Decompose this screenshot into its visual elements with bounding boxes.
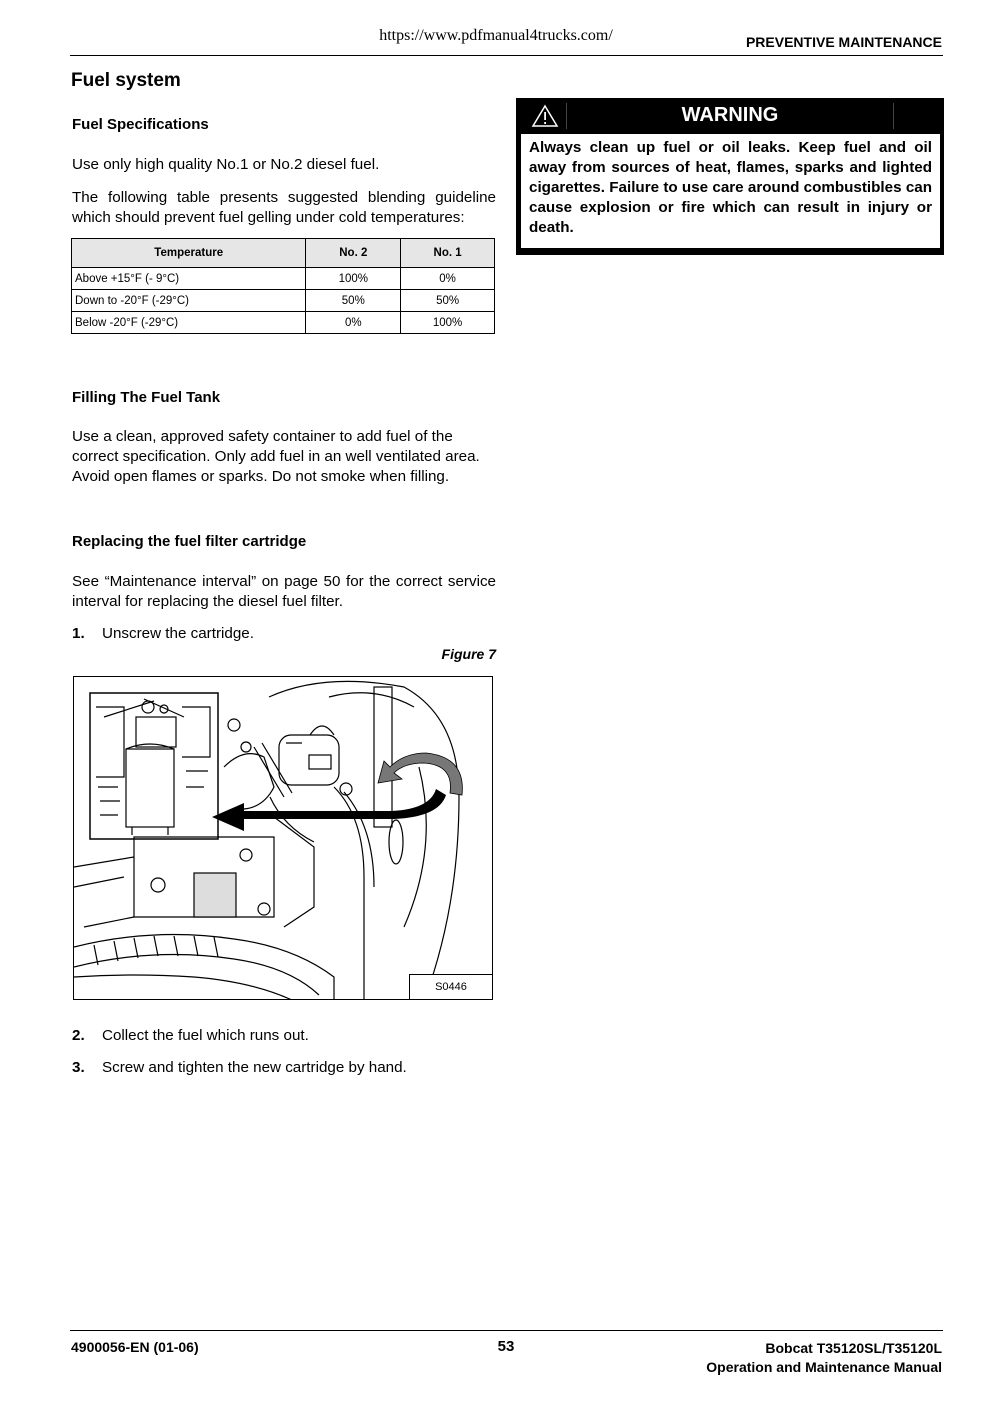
column-header: Temperature [72,239,306,268]
footer-title [706,1339,942,1377]
filling-heading: Filling The Fuel Tank [72,389,221,406]
fuel-specs-para2: The following table presents suggested blending guideline which should prevent fuel gelling under cold temperatures: [72,189,496,226]
page-title: Fuel system [71,70,181,91]
step-text: Unscrew the cartridge. [102,625,254,642]
model-name: Bobcat T35120SL/T35120L [765,1340,942,1356]
warning-header-panel [893,103,936,129]
replacing-heading: Replacing the fuel filter cartridge [72,533,307,550]
table-cell: 50% [306,290,401,312]
table-row [72,290,495,312]
table-cell: 0% [306,312,401,334]
warning-triangle-icon [524,103,567,129]
warning-title: WARNING [681,104,779,126]
table-cell: 0% [401,268,495,290]
table-cell: 100% [306,268,401,290]
figure-caption: Figure 7 [441,646,496,662]
section-header: PREVENTIVE MAINTENANCE [745,34,942,50]
warning-text: Always clean up fuel or oil leaks. Keep fuel and oil away from sources of heat, flames, sparks and lighted cigarettes. Failure to use care around combustibles can cause explosion or fire which can result in injury or death. [521,134,940,248]
fuel-specs-para1: Use only high quality No.1 or No.2 diesel fuel. [72,156,380,173]
page-number: 53 [497,1338,515,1355]
step-3 [72,1059,407,1076]
step-number: 3. [72,1059,85,1076]
table-row [72,268,495,290]
step-1 [72,625,254,642]
source-url: https://www.pdfmanual4trucks.com/ [379,27,613,44]
header-rule [70,55,943,56]
doc-number: 4900056-EN (01-06) [71,1339,199,1355]
replacing-para: See “Maintenance interval” on page 50 for the correct service interval for replacing the diesel fuel filter. [72,573,496,610]
fuel-blend-table [71,238,495,334]
footer-rule [70,1330,943,1331]
column-header: No. 1 [401,239,495,268]
warning-box [516,98,944,255]
step-text: Collect the fuel which runs out. [102,1027,309,1044]
column-header: No. 2 [306,239,401,268]
figure-code: S0446 [409,974,492,999]
table-cell: 50% [401,290,495,312]
fuel-specs-heading: Fuel Specifications [72,116,209,133]
step-2 [72,1027,309,1044]
table-cell: Below -20°F (-29°C) [72,312,306,334]
step-number: 1. [72,625,85,642]
warning-header [516,98,944,134]
table-row [72,312,495,334]
table-header-row [72,239,495,268]
manual-name: Operation and Maintenance Manual [706,1359,942,1375]
step-text: Screw and tighten the new cartridge by hand. [102,1059,407,1076]
arrow-left-icon [212,789,446,831]
step-number: 2. [72,1027,85,1044]
fuel-filter-line-drawing [74,677,493,1000]
table-cell: Down to -20°F (-29°C) [72,290,306,312]
table-cell: 100% [401,312,495,334]
filling-para: Use a clean, approved safety container to add fuel of the correct specification. Only add fuel in an well ventilated area. Avoid open flames or sparks. Do not smoke when filling. [72,428,480,485]
figure-illustration [73,676,493,1000]
table-cell: Above +15°F (- 9°C) [72,268,306,290]
